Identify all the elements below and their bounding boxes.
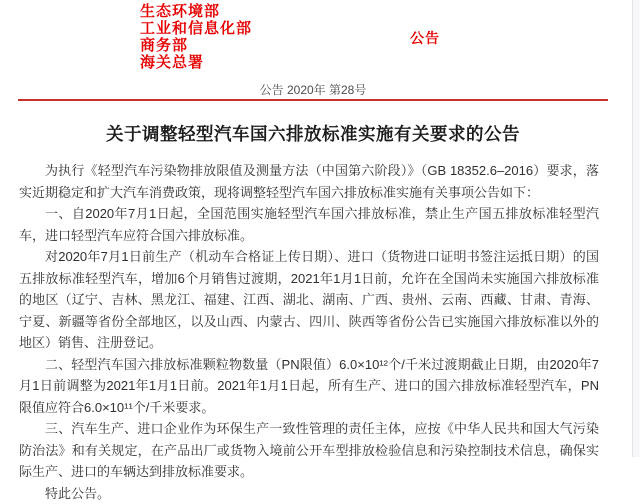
paragraph-item-1-detail: 对2020年7月1日前生产（机动车合格证上传日期）、进口（货物进口证明书签注运抵日期）的国五排放标准轻型汽车，增加6个月销售过渡期，2021年1月1日前，允许在全国尚未实施国六排放标准的地区（辽宁、吉林、黑龙江、福建、江西、湖北、湖南、广西、贵州、云南、西藏、甘肃、青海、宁夏、新疆等省份全部地区，以及山西、内蒙古、四川、陕西等省份公告已实施国六排放标准以外的地区）销售、注册登记。 [19,246,599,354]
paragraph-closing: 特此公告。 [19,483,599,504]
ministry-name-ecology: 生态环境部 [140,3,252,20]
doc-body [19,160,599,504]
announcement-word: 公告 [410,28,440,48]
red-divider-line [18,99,608,101]
doc-number: 公告 2020年 第28号 [0,81,626,98]
paragraph-intro: 为执行《轻型汽车污染物排放限值及测量方法（中国第六阶段）》（GB 18352.6–2016）要求，落实近期稳定和扩大汽车消费政策，现将调整轻型汽车国六排放标准实施有关事项公告如下： [19,160,599,203]
ministry-name-customs: 海关总署 [140,54,252,71]
paragraph-item-2: 二、轻型汽车国六排放标准颗粒物数量（PN限值）6.0×10¹²个/千米过渡期截止日期，由2020年7月1日前调整为2021年1月1日前。2021年1月1日起，所有生产、进口的国六排放标准轻型汽车，PN限值应符合6.0×10¹¹个/千米要求。 [19,354,599,419]
paragraph-item-3: 三、汽车生产、进口企业作为环保生产一致性管理的责任主体，应按《中华人民共和国大气污染防治法》和有关规定，在产品出厂或货物入境前公开车型排放检验信息和污染控制技术信息，确保实际生产、进口的车辆达到排放标准要求。 [19,418,599,483]
doc-title: 关于调整轻型汽车国六排放标准实施有关要求的公告 [0,121,626,146]
paragraph-item-1: 一、自2020年7月1日起，全国范围实施轻型汽车国六排放标准，禁止生产国五排放标准轻型汽车，进口轻型汽车应符合国六排放标准。 [19,203,599,246]
page-edge-strip [632,0,640,457]
ministry-name-commerce: 商务部 [140,37,252,54]
issuing-ministries-list [140,3,252,71]
ministry-name-miit: 工业和信息化部 [140,20,252,37]
